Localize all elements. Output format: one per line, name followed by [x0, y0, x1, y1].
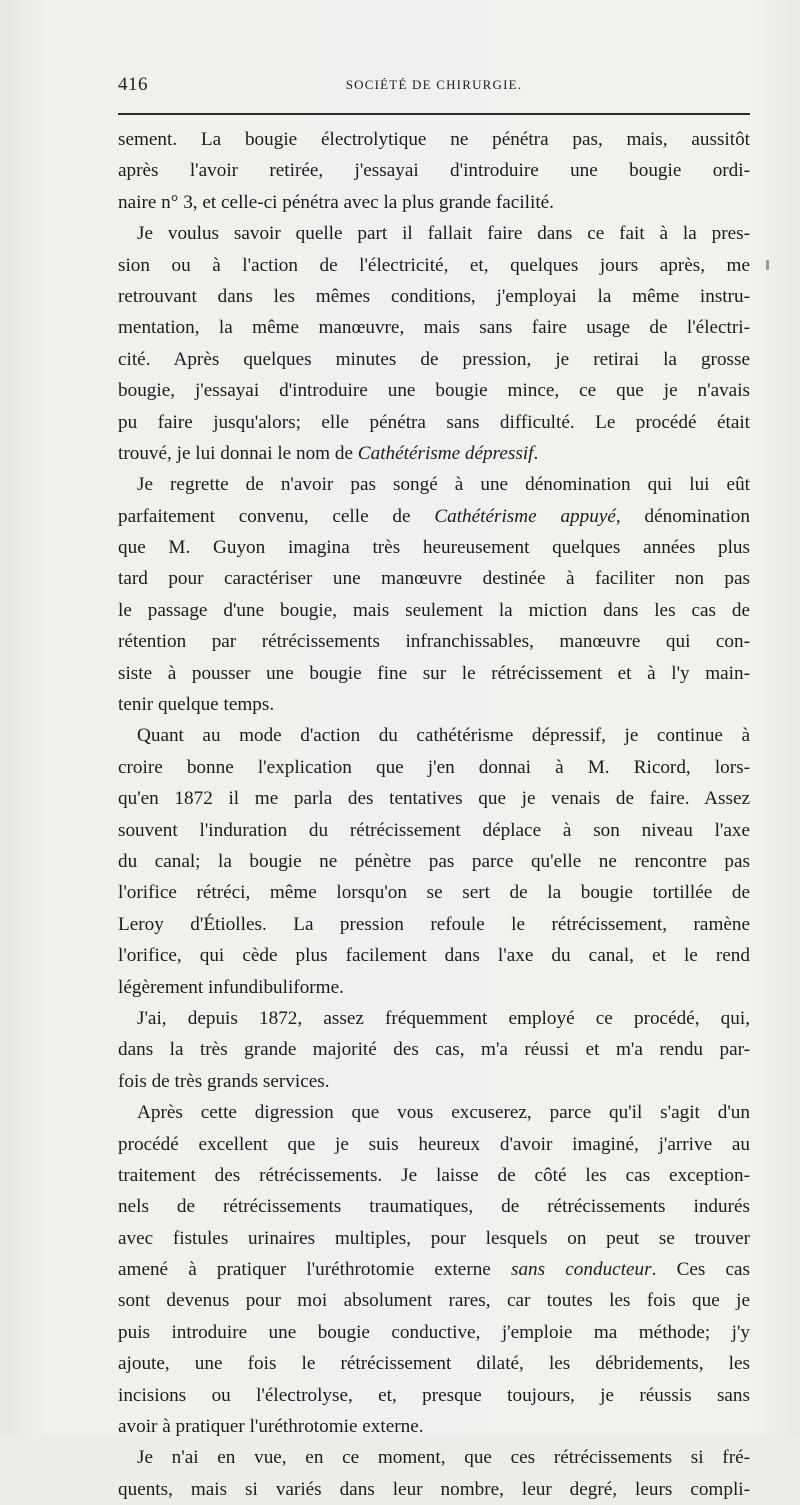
text-line: mentation, la même manœuvre, mais sans faire usage de l'électri- [118, 317, 750, 339]
text-line: ajoute, une fois le rétrécissement dilaté, les débridements, les [118, 1353, 750, 1375]
text-line: avec fistules urinaires multiples, pour lesquels on peut se trouver [118, 1227, 750, 1249]
text-line: puis introduire une bougie conductive, j'emploie ma méthode; j'y [118, 1321, 750, 1343]
text-line: sement. La bougie électrolytique ne pénétra pas, mais, aussitôt [118, 129, 750, 150]
text-line: rétention par rétrécissements infranchissables, manœuvre qui con- [118, 631, 750, 653]
text-line: souvent l'induration du rétrécissement déplace à son niveau l'axe [118, 819, 750, 841]
text-line: retrouvant dans les mêmes conditions, j'employai la même instru- [118, 285, 750, 307]
text-line: parfaitement convenu, celle de Cathétérisme appuyé, dénomination [118, 505, 750, 527]
text-line: le passage d'une bougie, mais seulement la miction dans les cas de [118, 599, 750, 621]
text-line: nels de rétrécissements traumatiques, de rétrécissements indurés [118, 1196, 750, 1218]
text-line: Quant au mode d'action du cathétérisme dépressif, je continue à [137, 725, 750, 747]
text-line: Je n'ai en vue, en ce moment, que ces rétrécissements si fré- [137, 1447, 750, 1469]
text-line: bougie, j'essayai d'introduire une bougie mince, ce que je n'avais [118, 380, 750, 402]
text-line: légèrement infundibuliforme. [118, 976, 344, 998]
text-line: quents, mais si variés dans leur nombre, leur degré, leurs compli- [118, 1478, 750, 1500]
text-line: pu faire jusqu'alors; elle pénétra sans difficulté. Le procédé était [118, 411, 750, 433]
text-line: Après cette digression que vous excuserez, parce qu'il s'agit d'un [137, 1102, 750, 1124]
page-number: 416 [118, 74, 148, 95]
margin-mark [766, 260, 769, 270]
text-line: incisions ou l'électrolyse, et, presque toujours, je réussis sans [118, 1384, 750, 1406]
text-line: Je regrette de n'avoir pas songé à une dénomination qui lui eût [137, 474, 750, 496]
text-line: sion ou à l'action de l'électricité, et, quelques jours après, me [118, 254, 750, 276]
body-text [118, 124, 750, 1505]
text-line: amené à pratiquer l'uréthrotomie externe sans conducteur. Ces cas [118, 1259, 751, 1281]
text-line: avoir à pratiquer l'uréthrotomie externe. [118, 1416, 424, 1438]
running-head: SOCIÉTÉ DE CHIRURGIE. [345, 77, 523, 92]
text-line: procédé excellent que je suis heureux d'avoir imaginé, j'arrive au [118, 1133, 750, 1155]
text-line: trouvé, je lui donnai le nom de Cathétérisme dépressif. [118, 442, 539, 464]
text-line: qu'en 1872 il me parla des tentatives que je venais de faire. Assez [118, 788, 750, 810]
text-line: traitement des rétrécissements. Je laisse de côté les cas exception- [118, 1164, 750, 1186]
text-line: tenir quelque temps. [118, 694, 275, 716]
text-line: croire bonne l'explication que j'en donnai à M. Ricord, lors- [118, 756, 750, 778]
text-line: cité. Après quelques minutes de pression, je retirai la grosse [118, 348, 750, 370]
text-line: J'ai, depuis 1872, assez fréquemment employé ce procédé, qui, [137, 1007, 750, 1029]
text-line: du canal; la bougie ne pénètre pas parce qu'elle ne rencontre pas [118, 850, 750, 872]
text-line: après l'avoir retirée, j'essayai d'introduire une bougie ordi- [118, 160, 750, 182]
text-line: naire n° 3, et celle-ci pénétra avec la plus grande facilité. [118, 191, 554, 213]
text-line: l'orifice, qui cède plus facilement dans l'axe du canal, et le rend [118, 945, 750, 967]
text-line: siste à pousser une bougie fine sur le rétrécissement et à l'y main- [118, 662, 750, 684]
text-line: fois de très grands services. [118, 1070, 330, 1092]
text-line: que M. Guyon imagina très heureusement quelques années plus [118, 537, 750, 559]
header-rule [118, 113, 750, 115]
text-line: dans la très grande majorité des cas, m'a réussi et m'a rendu par- [118, 1039, 750, 1061]
text-line: tard pour caractériser une manœuvre destinée à faciliter non pas [118, 568, 750, 590]
text-line: Leroy d'Étiolles. La pression refoule le rétrécissement, ramène [118, 913, 750, 935]
text-line: l'orifice rétréci, même lorsqu'on se sert de la bougie tortillée de [118, 882, 750, 904]
text-line: Je voulus savoir quelle part il fallait faire dans ce fait à la pres- [137, 223, 750, 245]
page-header [118, 74, 750, 100]
text-line: sont devenus pour moi absolument rares, car toutes les fois que je [118, 1290, 750, 1312]
